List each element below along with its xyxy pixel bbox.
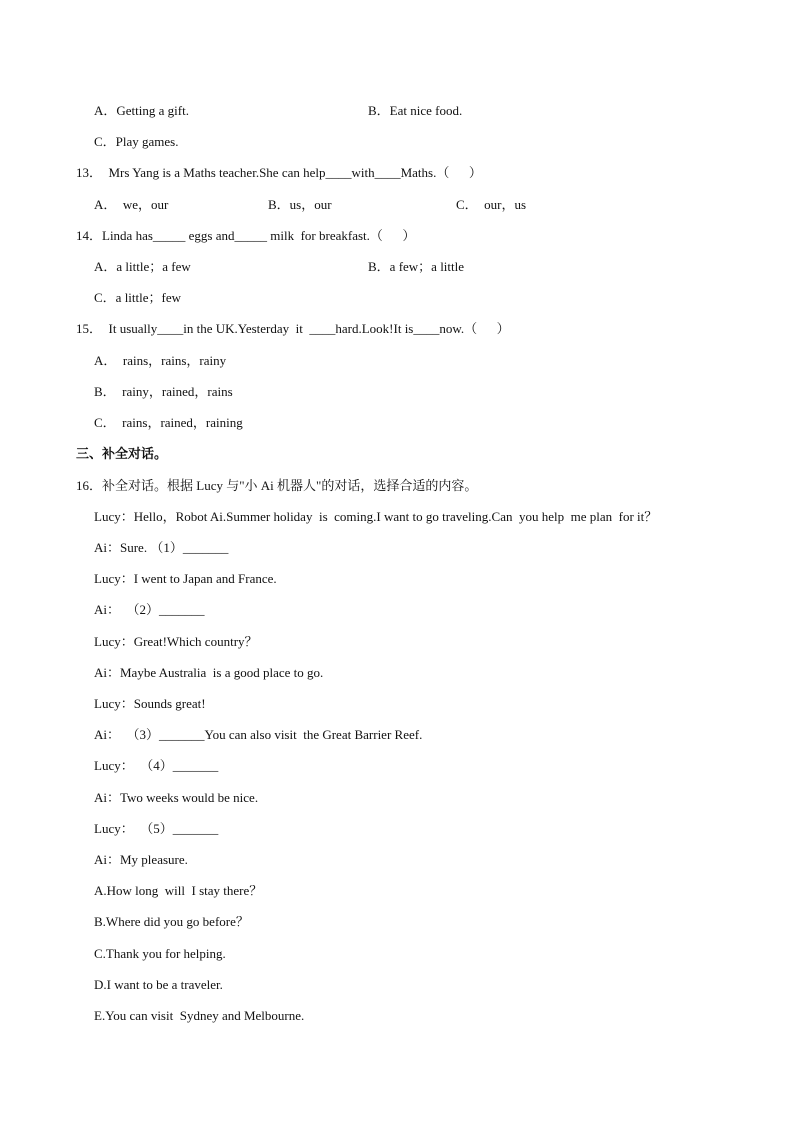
q13-option-b: B．us，our [268,197,332,212]
answer-option: E.You can visit Sydney and Melbourne. [94,1008,305,1023]
dialogue-line: Lucy：Sounds great! [94,696,206,711]
q15-option-b: B． rainy，rained，rains [94,384,233,399]
q12-option-c: C．Play games. [94,134,179,149]
dialogue-line: Ai：My pleasure. [94,852,188,867]
q14-stem: 14．Linda has_____ eggs and_____ milk for breakfast.（ ） [76,228,416,243]
q13-stem: 13． Mrs Yang is a Maths teacher.She can help____with____Maths.（ ） [76,165,482,180]
q12-option-b: B．Eat nice food. [368,103,463,118]
answer-option: A.How long will I stay there？ [94,883,263,898]
dialogue-line: Lucy：I went to Japan and France. [94,571,277,586]
q16-stem: 16．补全对话。根据 Lucy 与"小 Ai 机器人"的对话，选择合适的内容。 [76,478,478,493]
dialogue-line: Ai：Maybe Australia is a good place to go. [94,665,324,680]
dialogue-line: Lucy：Great!Which country？ [94,634,258,649]
q14-option-a: A．a little；a few [94,259,191,274]
q12-option-a: A．Getting a gift. [94,103,189,118]
q13-option-c: C． our，us [456,197,527,212]
q15-stem: 15． It usually____in the UK.Yesterday it ____hard.Look!It is____now.（ ） [76,321,510,336]
q13-option-a: A． we，our [94,197,169,212]
q15-option-c: C． rains，rained，raining [94,415,243,430]
q14-option-b: B．a few；a little [368,259,465,274]
dialogue-line: Lucy： （4）_______ [94,758,219,773]
answer-option: C.Thank you for helping. [94,946,226,961]
q14-option-c: C．a little；few [94,290,182,305]
answer-option: B.Where did you go before？ [94,914,249,929]
dialogue-line: Ai：Two weeks would be nice. [94,790,259,805]
dialogue-line: Lucy：Hello，Robot Ai.Summer holiday is coming.I want to go traveling.Can you help me plan for it？ [94,509,658,524]
dialogue-line: Ai：Sure. （1）_______ [94,540,229,555]
dialogue-line: Lucy： （5）_______ [94,821,219,836]
answer-option: D.I want to be a traveler. [94,977,223,992]
section-heading: 三、补全对话。 [76,446,168,461]
q15-option-a: A． rains，rains，rainy [94,353,227,368]
dialogue-line: Ai： （2）_______ [94,602,205,617]
dialogue-line: Ai： （3）_______You can also visit the Great Barrier Reef. [94,727,423,742]
